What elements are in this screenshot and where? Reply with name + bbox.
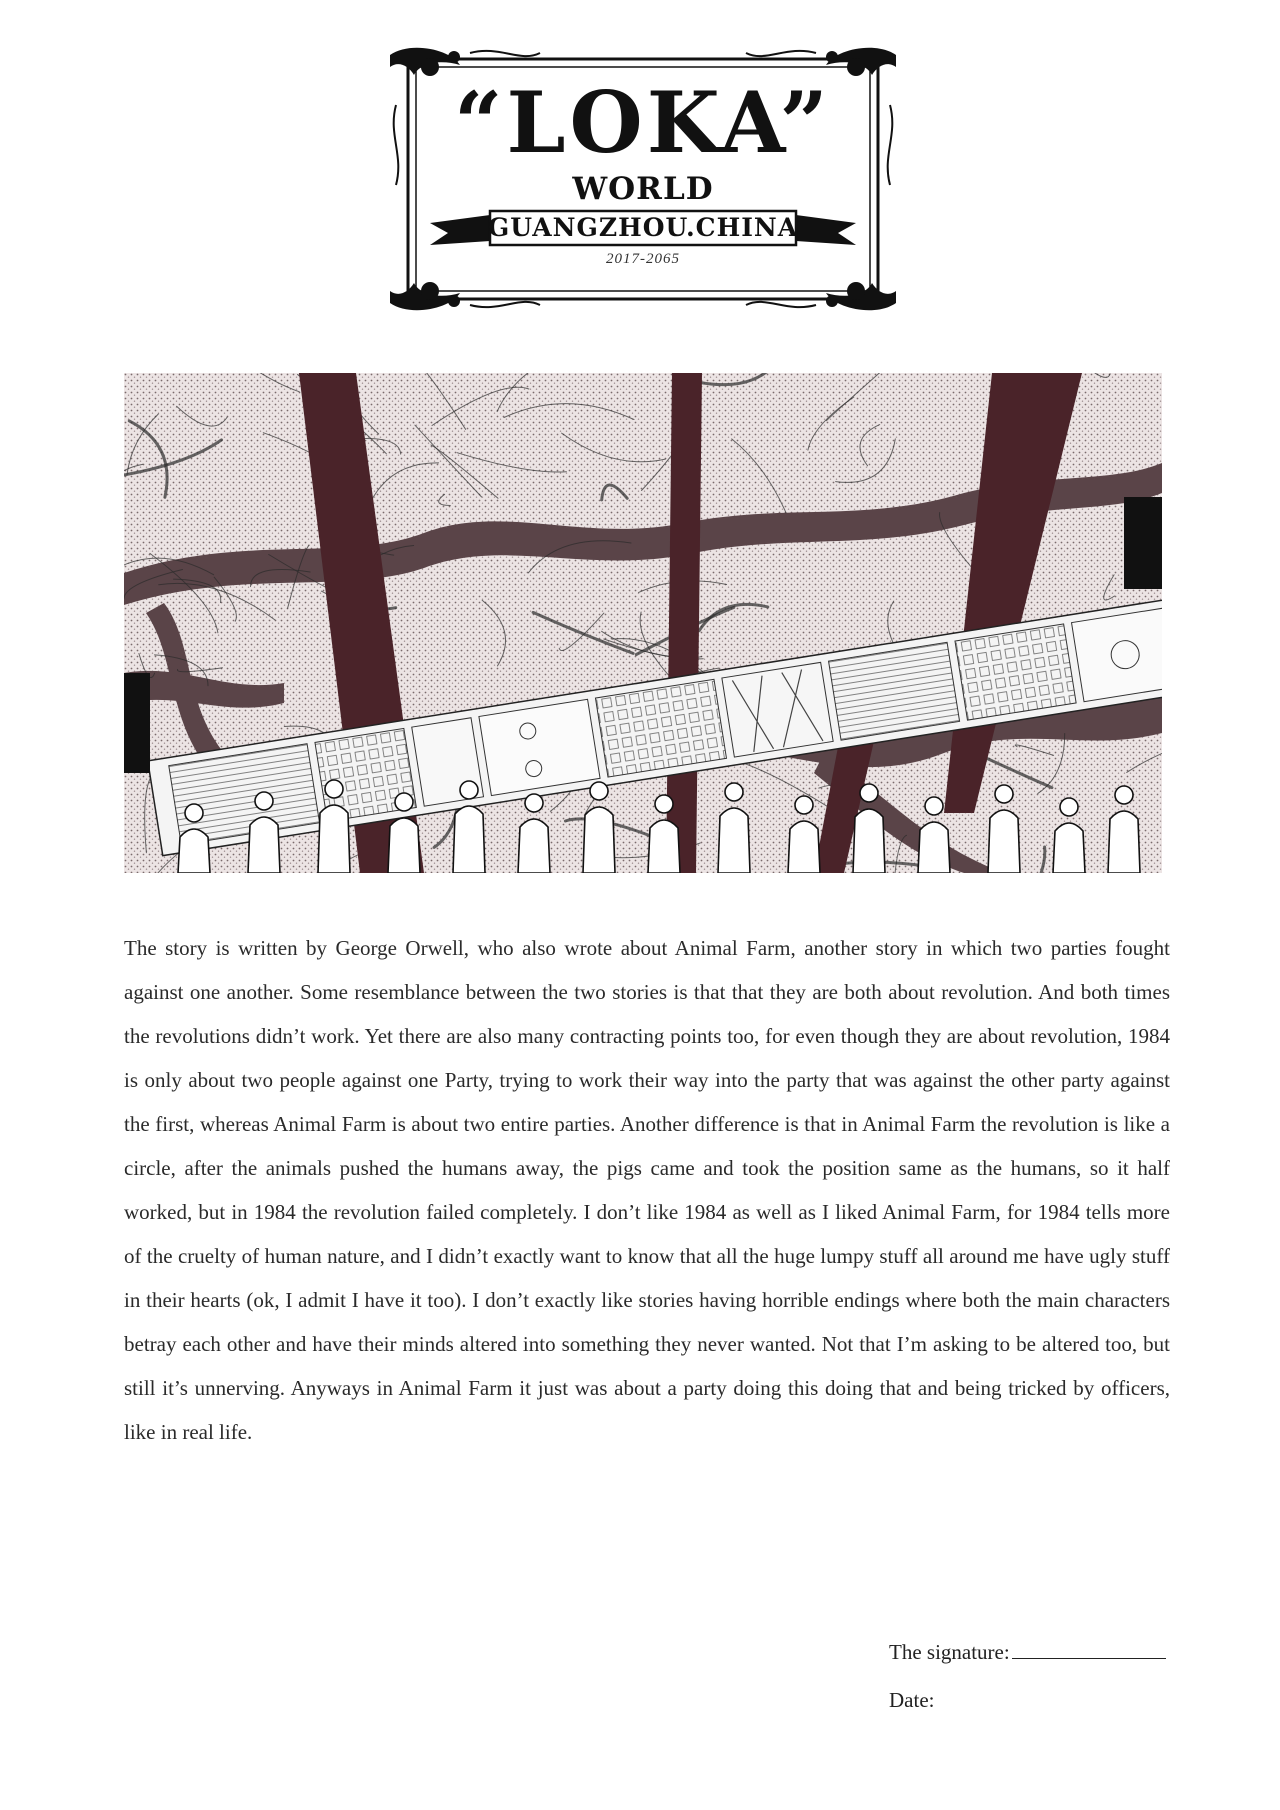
date-label: Date: — [889, 1688, 935, 1712]
signature-label: The signature: — [889, 1640, 1010, 1664]
logo-years: 2017-2065 — [606, 251, 680, 267]
logo-subtitle: WORLD — [572, 171, 714, 207]
essay-paragraph: The story is written by George Orwell, who also wrote about Animal Farm, another story in which two parties fought against one another. Some resemblance between the two stories is that that they are both about revolution. And both times the revolutions didn’t work. Yet there are also many contracting points too, for even though they are about revolution, 1984 is only about two people against one Party, trying to work their way into the party that was against the other party against the first, whereas Animal Farm is about two entire parties. Another difference is that in Animal Farm the revolution is like a circle, after the animals pushed the humans away, the pigs came and took the position same as the humans, so it half worked, but in 1984 the revolution failed completely. I don’t like 1984 as well as I liked Animal Farm, for 1984 tells more of the cruelty of human nature, and I didn’t exactly want to know that all the huge lumpy stuff all around me have ugly stuff in their hearts (ok, I admit I have it too). I don’t exactly like stories having horrible endings where both the main characters betray each other and have their minds altered into something they never wanted. Not that I’m asking to be altered too, but still it’s unnerving. Anyways in Animal Farm it just was about a party doing this doing that and being tricked by officers, like in real life. — [124, 936, 1170, 1444]
signature-block — [889, 1640, 1166, 1665]
logo-title: “LOKA” — [454, 73, 832, 172]
logo-banner: GUANGZHOU.CHINA — [487, 213, 799, 242]
map-drawing — [124, 373, 1162, 873]
logo-emblem — [390, 45, 896, 313]
signature-line[interactable] — [1012, 1640, 1166, 1659]
map-end-block-left — [124, 673, 150, 773]
map-end-block-right — [1124, 497, 1162, 589]
city-map-illustration — [124, 373, 1162, 873]
